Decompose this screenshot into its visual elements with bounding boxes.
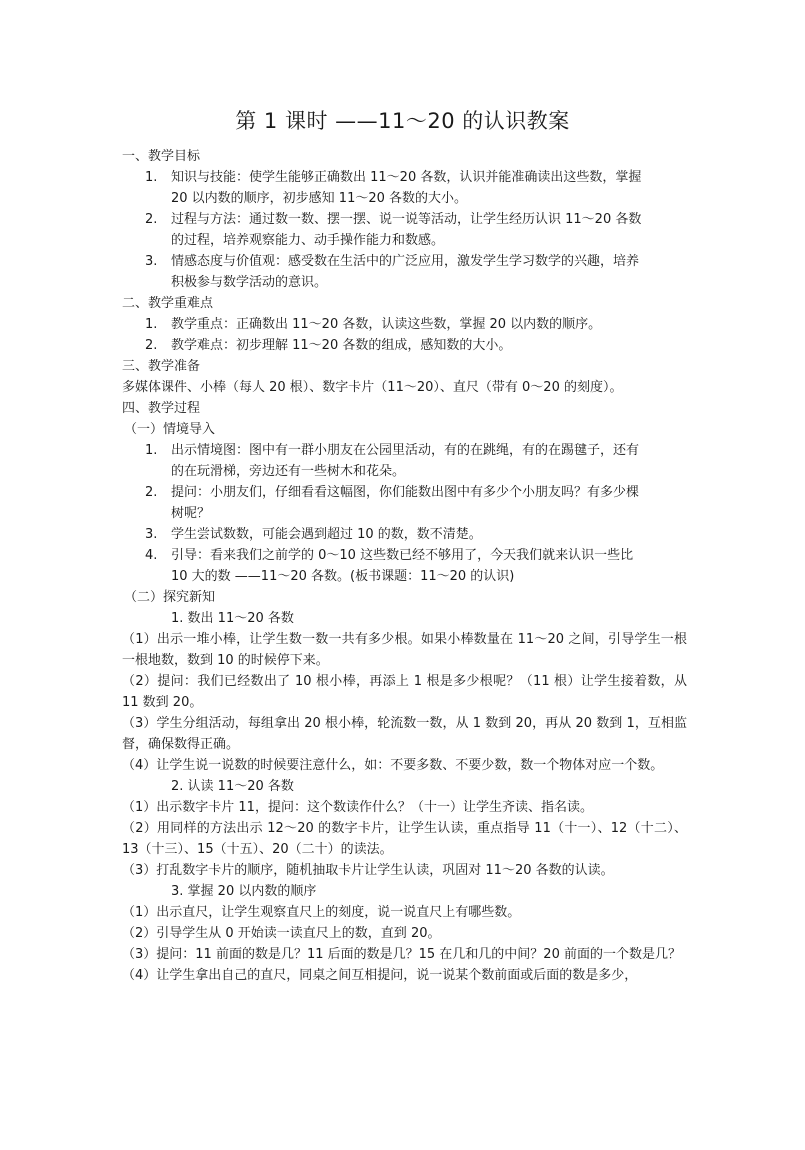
part-heading-order: 3. 掌握 20 以内数的顺序 (171, 884, 317, 899)
preparation-text: 多媒体课件、小棒（每人 20 根）、数字卡片（11～20）、直尺（带有 0～20 的刻度）。 (122, 380, 623, 395)
document-body (122, 146, 687, 986)
step-paragraph: （3）学生分组活动，每组拿出 20 根小棒，轮流数一数，从 1 数到 20，再从 20 数到 1，互相监督，确保数得正确。 (122, 716, 687, 752)
list-item-continuation: 20 以内数的顺序，初步感知 11～20 各数的大小。 (171, 191, 468, 206)
step-paragraph: （3）打乱数字卡片的顺序，随机抽取卡片让学生认读，巩固对 11～20 各数的认读。 (122, 863, 614, 878)
section-heading-objectives: 一、教学目标 (122, 149, 201, 164)
list-item: 4. 引导：看来我们之前学的 0～10 这些数已经不够用了，今天我们就来认识一些比 (145, 548, 634, 563)
section-heading-process: 四、教学过程 (122, 401, 201, 416)
list-item: 2. 教学难点：初步理解 11～20 各数的组成，感知数的大小。 (145, 338, 512, 353)
page-title: 第 1 课时 ——11～20 的认识教案 (235, 109, 570, 133)
step-paragraph: （4）让学生拿出自己的直尺，同桌之间互相提问，说一说某个数前面或后面的数是多少， (122, 968, 638, 983)
list-item: 2. 过程与方法：通过数一数、摆一摆、说一说等活动，让学生经历认识 11～20 各数 (145, 212, 642, 227)
list-item-continuation: 树呢？ (171, 506, 211, 521)
step-paragraph: （4）让学生说一说数的时候要注意什么，如：不要多数、不要少数，数一个物体对应一个数。 (122, 758, 664, 773)
list-item-continuation: 积极参与数学活动的意识。 (171, 275, 328, 290)
section-heading-preparation: 三、教学准备 (122, 359, 201, 374)
step-paragraph: （1）出示直尺，让学生观察直尺上的刻度，说一说直尺上有哪些数。 (122, 905, 521, 920)
subsection-heading-intro: （一）情境导入 (124, 422, 216, 437)
section-heading-key-points: 二、教学重难点 (122, 296, 214, 311)
step-paragraph: （2）用同样的方法出示 12～20 的数字卡片，让学生认读，重点指导 11（十一）、12（十二）、13（十三）、15（十五）、20（二十）的读法。 (122, 821, 687, 857)
step-paragraph: （3）提问：11 前面的数是几？11 后面的数是几？15 在几和几的中间？20 前面的一个数是几？ (122, 947, 681, 962)
list-item: 2. 提问：小朋友们，仔细看看这幅图，你们能数出图中有多少个小朋友吗？有多少棵 (145, 485, 640, 500)
list-item: 1. 教学重点：正确数出 11～20 各数，认读这些数，掌握 20 以内数的顺序。 (145, 317, 602, 332)
step-paragraph: （2）引导学生从 0 开始读一读直尺上的数，直到 20。 (122, 926, 441, 941)
list-item-continuation: 10 大的数 ——11～20 各数。(板书课题：11～20 的认识) (171, 569, 515, 584)
part-heading-count: 1. 数出 11～20 各数 (171, 611, 294, 626)
list-item: 1. 知识与技能：使学生能够正确数出 11～20 各数，认识并能准确读出这些数，掌握 (145, 170, 642, 185)
list-item: 3. 学生尝试数数，可能会遇到超过 10 的数，数不清楚。 (145, 527, 482, 542)
step-paragraph: （1）出示数字卡片 11，提问：这个数读作什么？（十一）让学生齐读、指名读。 (122, 800, 593, 815)
list-item: 3. 情感态度与价值观：感受数在生活中的广泛应用，激发学生学习数学的兴趣，培养 (145, 254, 640, 269)
list-item-continuation: 的在玩滑梯，旁边还有一些树木和花朵。 (171, 464, 406, 479)
list-item: 1. 出示情境图：图中有一群小朋友在公园里活动，有的在跳绳，有的在踢毽子，还有 (145, 443, 640, 458)
step-paragraph: （1）出示一堆小棒，让学生数一数一共有多少根。如果小棒数量在 11～20 之间，引导学生一根一根地数，数到 10 的时候停下来。 (122, 632, 687, 668)
list-item-continuation: 的过程，培养观察能力、动手操作能力和数感。 (171, 233, 445, 248)
part-heading-read: 2. 认读 11～20 各数 (171, 779, 294, 794)
subsection-heading-explore: （二）探究新知 (124, 590, 216, 605)
step-paragraph: （2）提问：我们已经数出了 10 根小棒，再添上 1 根是多少根呢？（11 根）让学生接着数，从 11 数到 20。 (122, 674, 687, 710)
